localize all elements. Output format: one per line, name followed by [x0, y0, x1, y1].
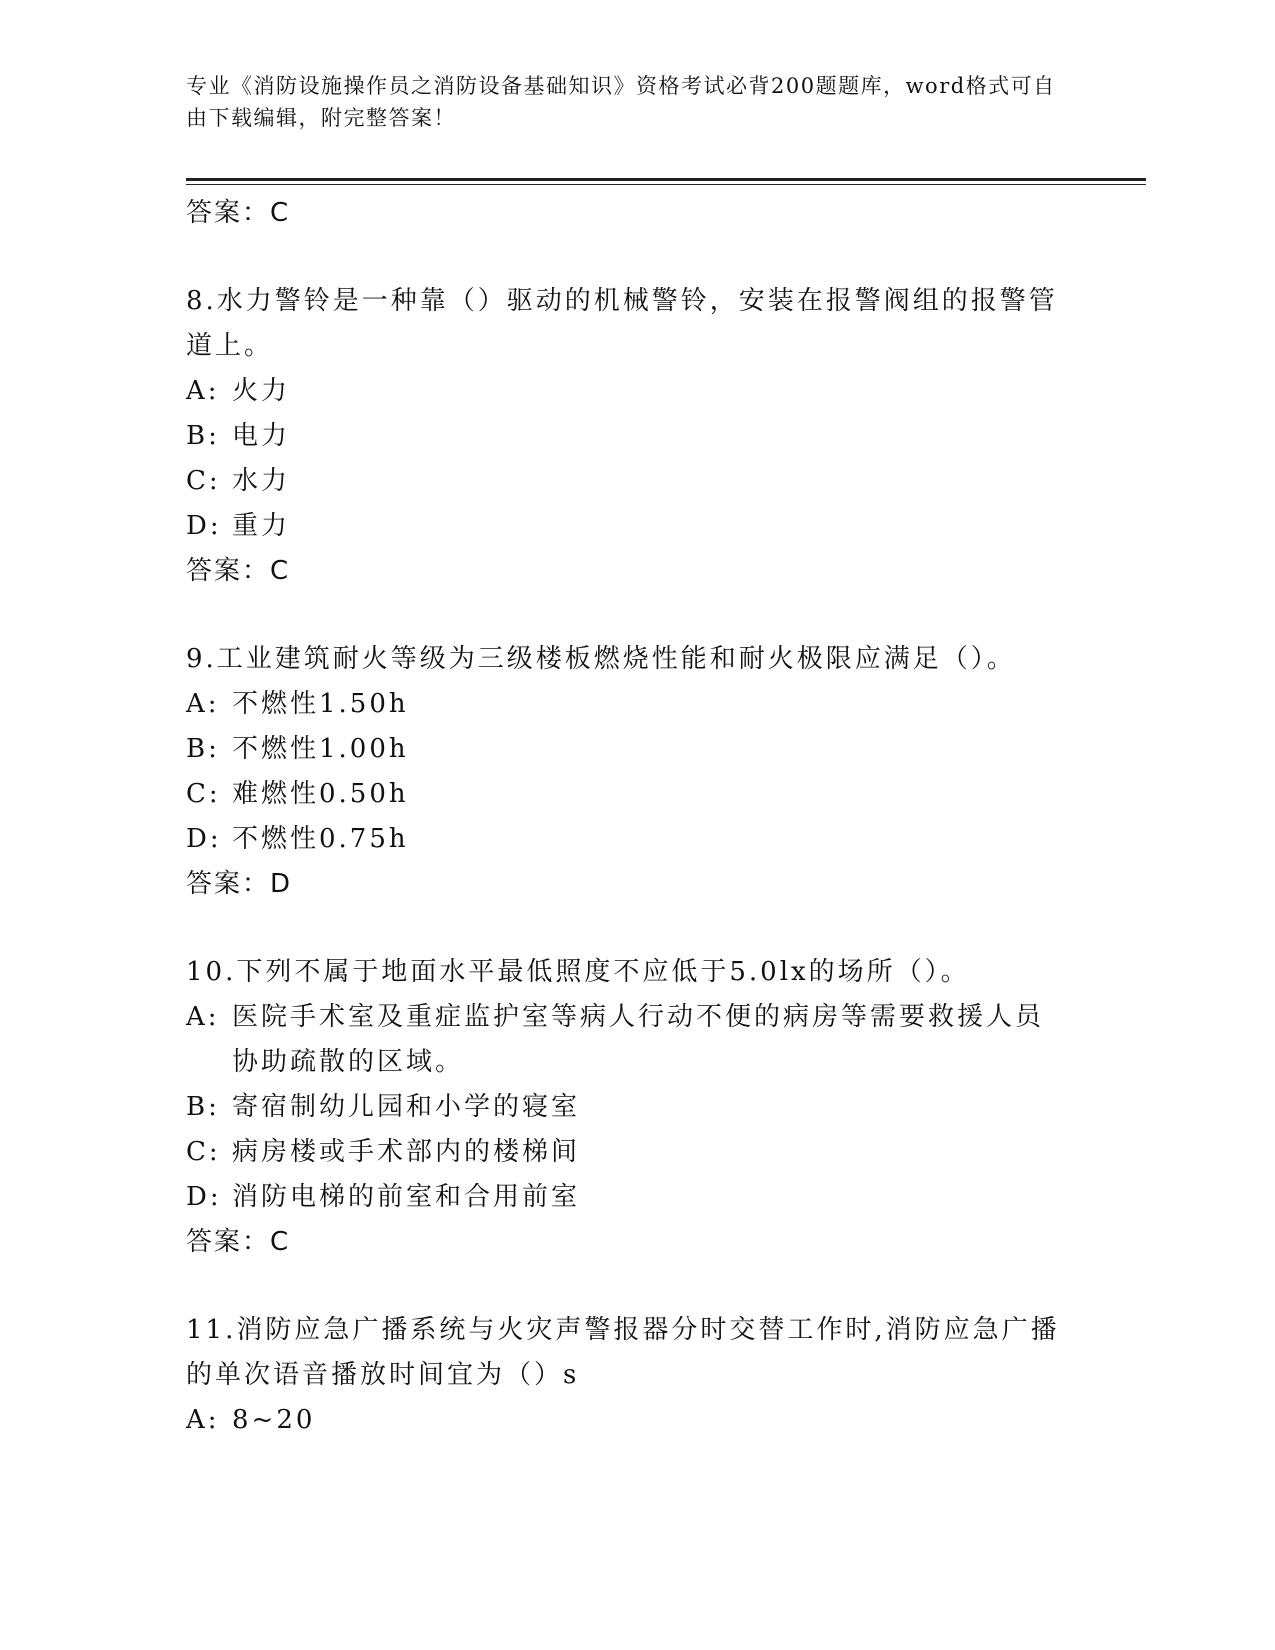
answer-line: 答案：C [186, 556, 291, 586]
option-letter: C: [186, 466, 221, 496]
option-text: 难燃性0.50h [232, 779, 409, 809]
option-a [186, 995, 1066, 1085]
option-text: 寄宿制幼儿园和小学的寝室 [232, 1092, 581, 1122]
option-a [186, 682, 1066, 727]
option-letter: A: [186, 1405, 220, 1435]
option-d [186, 817, 1066, 862]
question-9 [186, 637, 1146, 906]
option-letter: A: [186, 1002, 220, 1032]
option-c [186, 459, 1066, 504]
option-letter: A: [186, 376, 220, 406]
option-d [186, 1175, 1066, 1220]
question-stem: 11.消防应急广播系统与火灾声警报器分时交替工作时,消防应急广播的单次语音播放时间宜为（）s [186, 1315, 1060, 1390]
option-text: 不燃性1.00h [232, 734, 409, 764]
document-header: 专业《消防设施操作员之消防设备基础知识》资格考试必背200题题库，word格式可自由下载编辑，附完整答案！ [186, 74, 1056, 130]
option-letter: C: [186, 779, 221, 809]
option-text: 水力 [232, 466, 291, 496]
option-letter: B: [186, 1092, 220, 1122]
option-text: 重力 [232, 511, 291, 541]
option-letter: D: [186, 1182, 222, 1212]
question-8 [186, 279, 1146, 593]
answer-line: 答案：D [186, 869, 293, 899]
document-page [186, 70, 1146, 1443]
option-letter: D: [186, 511, 222, 541]
question-stem: 8.水力警铃是一种靠（）驱动的机械警铃，安装在报警阀组的报警管道上。 [186, 286, 1058, 361]
question-stem: 10.下列不属于地面水平最低照度不应低于5.0lx的场所（）。 [186, 957, 970, 987]
question-10 [186, 950, 1146, 1264]
option-letter: C: [186, 1137, 221, 1167]
option-text: 8~20 [232, 1405, 316, 1435]
option-text: 不燃性0.75h [232, 824, 409, 854]
option-text: 医院手术室及重症监护室等病人行动不便的病房等需要救援人员协助疏散的区域。 [232, 1002, 1045, 1077]
question-11 [186, 1308, 1146, 1443]
option-text: 不燃性1.50h [232, 689, 409, 719]
option-c [186, 1130, 1066, 1175]
option-text: 火力 [232, 376, 291, 406]
option-text: 消防电梯的前室和合用前室 [232, 1182, 581, 1212]
option-letter: B: [186, 734, 220, 764]
option-text: 电力 [232, 421, 291, 451]
question-stem: 9.工业建筑耐火等级为三级楼板燃烧性能和耐火极限应满足（）。 [186, 644, 1016, 674]
option-b [186, 414, 1066, 459]
option-a [186, 369, 1066, 414]
option-letter: D: [186, 824, 222, 854]
option-b [186, 1085, 1066, 1130]
option-b [186, 727, 1066, 772]
option-letter: B: [186, 421, 220, 451]
option-text: 病房楼或手术部内的楼梯间 [232, 1137, 581, 1167]
answer-line: 答案：C [186, 198, 291, 228]
option-letter: A: [186, 689, 220, 719]
option-a [186, 1398, 1066, 1443]
option-d [186, 504, 1066, 549]
header-divider [186, 178, 1146, 185]
answer-line: 答案：C [186, 1227, 291, 1257]
option-c [186, 772, 1066, 817]
